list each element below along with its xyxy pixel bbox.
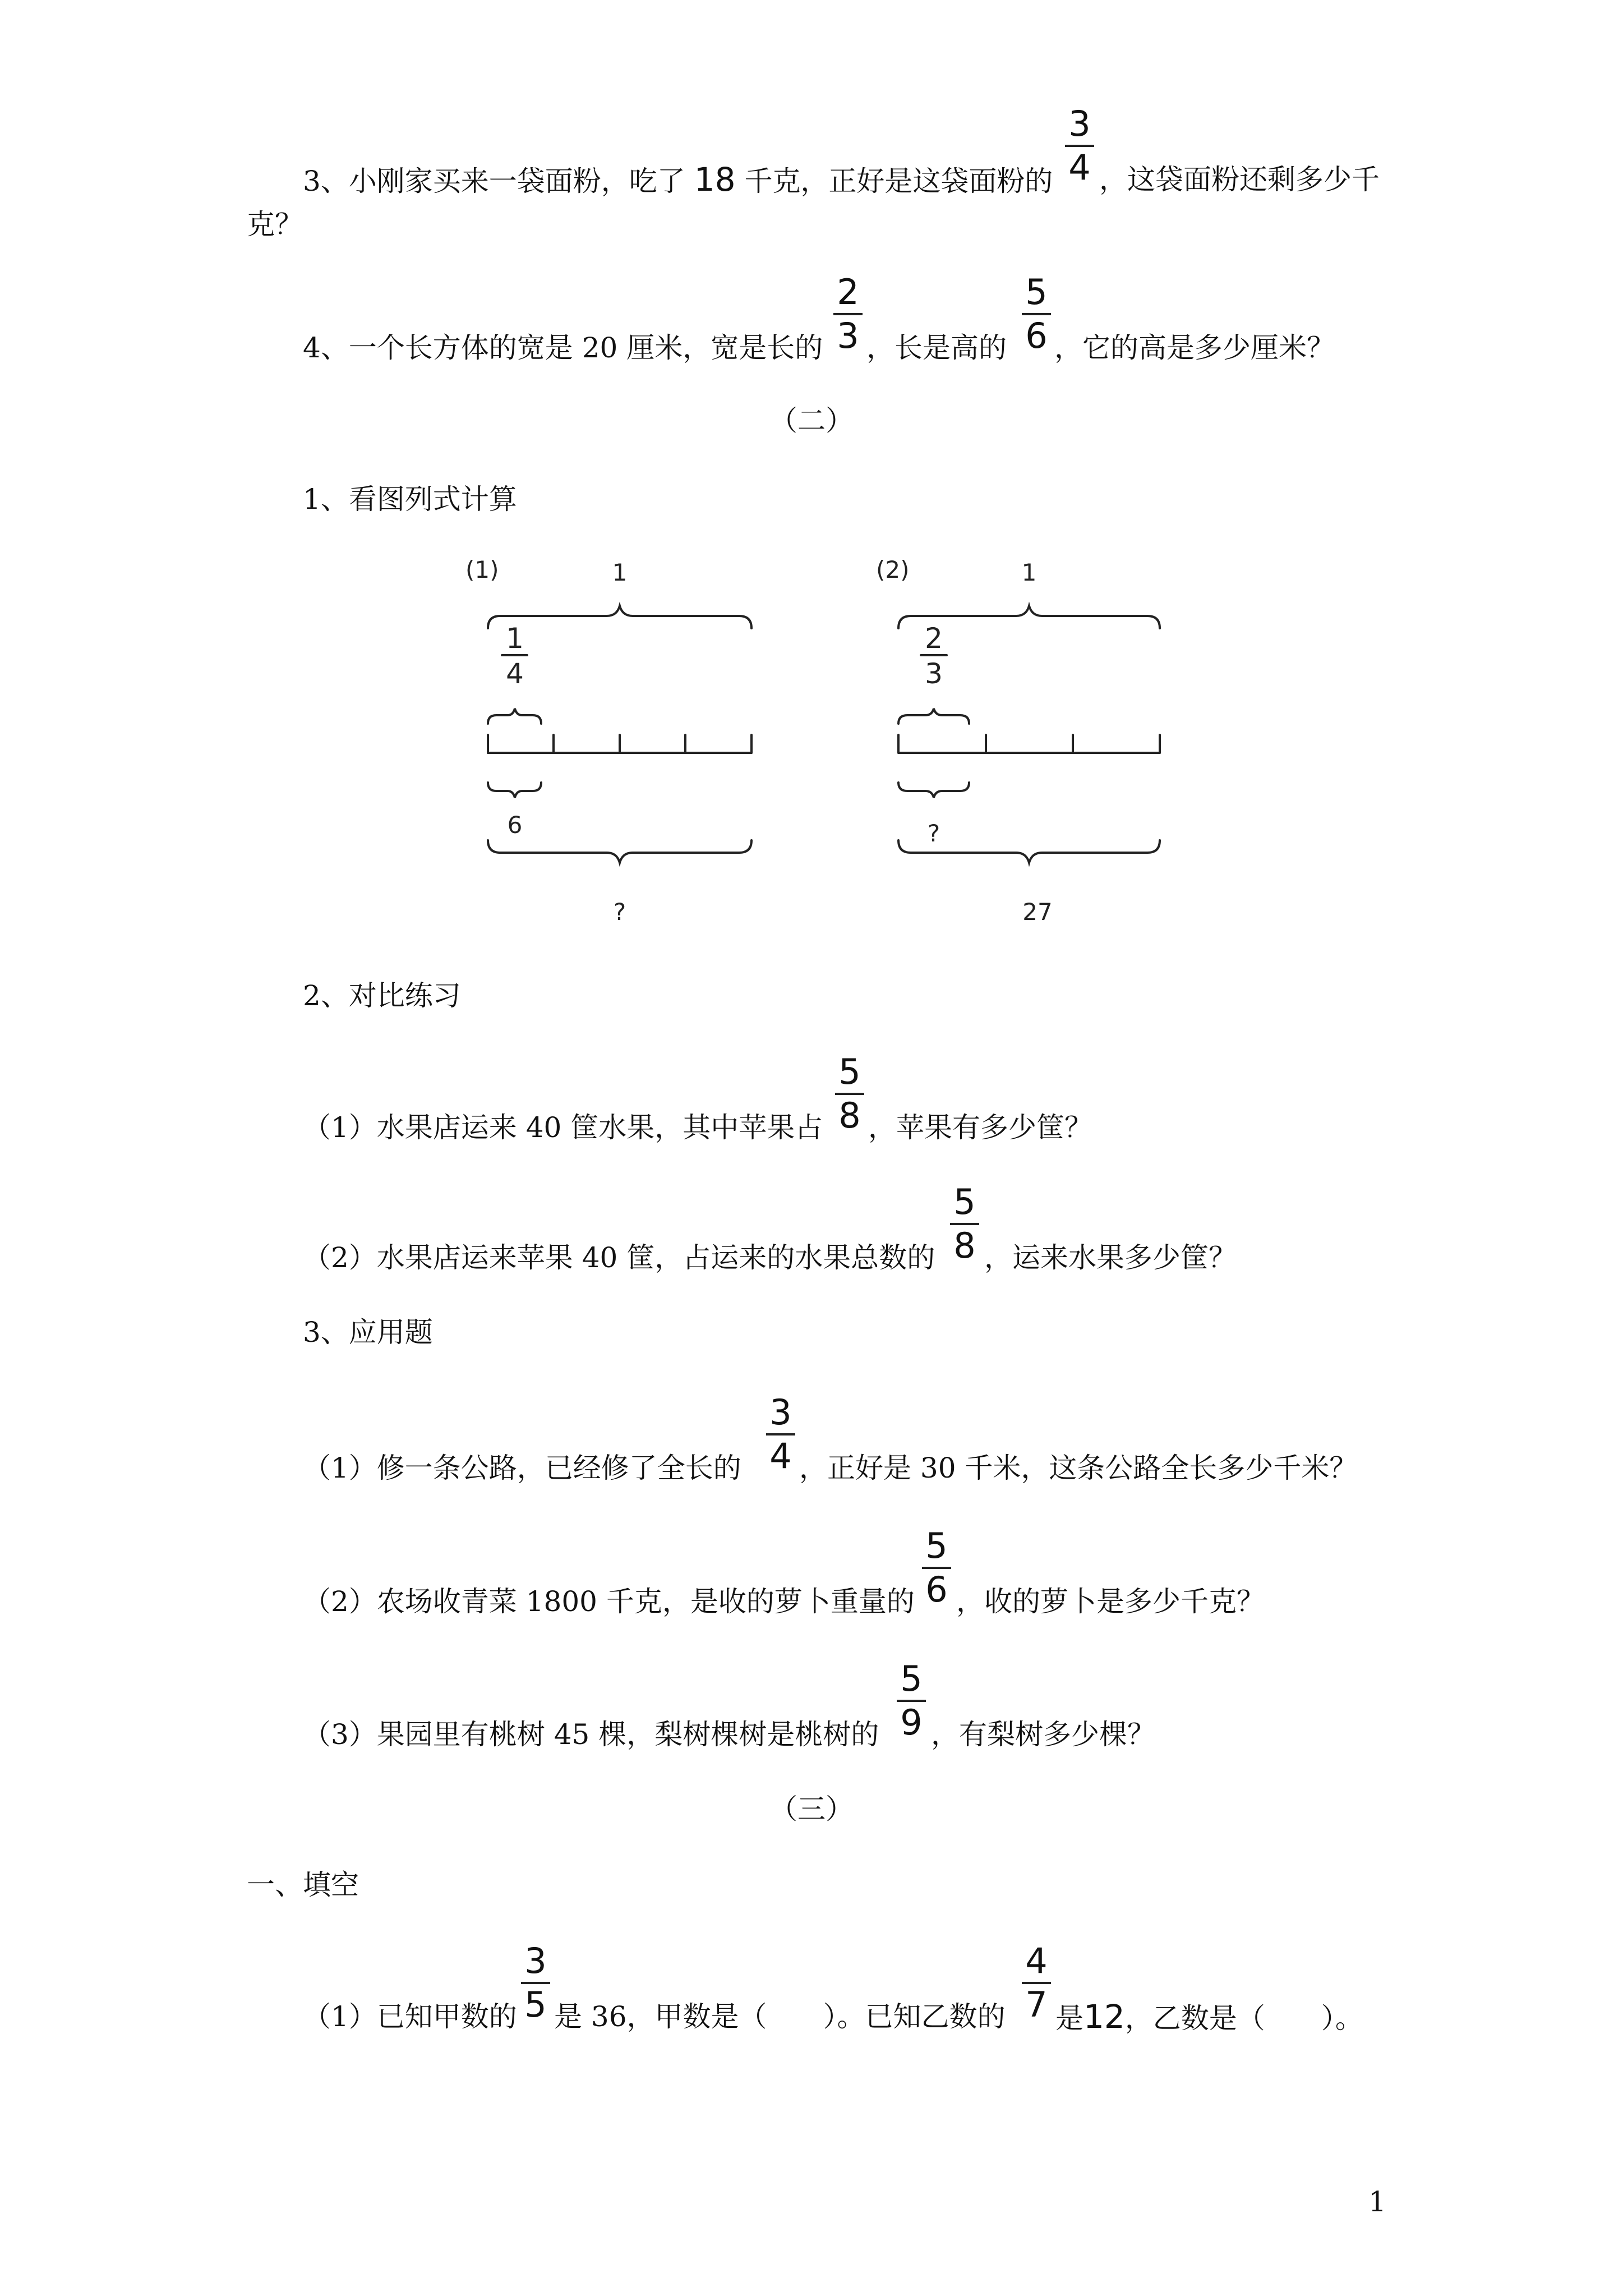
app3-text-a: （3）果园里有桃树 45 棵，梨树棵树是桃树的 [303,1718,879,1751]
diagram1-part-label: 6 [507,811,523,839]
q4-text-c: ，它的高是多少厘米？ [1054,332,1335,364]
diagram1-whole-brace [488,840,751,863]
cmp2-text-b: ，运来水果多少筐？ [984,1241,1237,1274]
s2-question-1: 1、看图列式计算 [303,483,517,516]
diagram1-top-brace [488,606,751,628]
q3-text-d: 克？ [247,208,303,241]
q3-fraction [1063,103,1096,188]
fill1-text-b: 是 36，甲数是（ ）。已知乙数的 [554,2000,1006,2033]
diagram1-fraction-brace [488,708,541,724]
q4-text-b: ，长是高的 [866,332,1007,364]
diagram2-part-label: ? [927,820,940,847]
q4-text-a: 4、一个长方体的宽是 20 厘米，宽是长的 [303,332,823,364]
q4-fraction-1 [831,272,865,356]
app1-text-b: ，正好是 30 千米，这条公路全长多少千米？ [799,1452,1358,1484]
fraction-numerator: 5 [1025,272,1048,312]
s2-question-2: 2、对比练习 [303,979,461,1012]
cmp1-fraction [833,1051,866,1136]
fraction-denominator: 4 [769,1435,792,1476]
diagram2-whole-label: 27 [1022,898,1053,926]
fraction-denominator: 8 [953,1225,976,1266]
section-heading-2: （二） [769,404,854,437]
fill1-text-c-line [1055,2000,1363,2035]
app3-fraction [895,1658,928,1743]
diagram2-label: (2) [876,556,910,583]
app2-text-a: （2）农场收青菜 1800 千克，是收的萝卜重量的 [303,1585,915,1618]
q3-text-b: 千克，正好是这袋面粉的 [744,165,1053,197]
diagram1-fraction-numerator: 1 [506,622,524,655]
fraction-numerator: 3 [769,1392,792,1433]
section-heading-3: （三） [769,1793,854,1825]
fraction-denominator: 8 [838,1095,861,1136]
q3-text-c: ，这袋面粉还剩多少千 [1099,163,1380,196]
fill1-fraction-1 [519,1940,552,2025]
fraction-denominator: 9 [900,1702,923,1743]
page-number: 1 [1368,2185,1386,2218]
diagram1-whole-label: ? [613,898,626,926]
app2-fraction [920,1525,953,1610]
app2-text-b: ，收的萝卜是多少千克？ [956,1585,1265,1618]
fraction-numerator: 3 [1068,103,1091,144]
diagram1-top-label: 1 [612,559,628,586]
fraction-numerator: 5 [953,1181,976,1222]
fill1-text-c: 是 [1055,2002,1083,2035]
diagram1-fraction-denominator: 4 [506,657,524,690]
diagram2-part-brace [898,783,969,798]
fraction-numerator: 4 [1025,1940,1048,1981]
fraction-denominator: 6 [1025,315,1048,356]
diagram-group [449,550,1189,942]
fraction-numerator: 5 [925,1525,948,1566]
fraction-denominator: 3 [837,315,859,356]
q4-fraction-2 [1020,272,1053,356]
diagram1-label: (1) [465,556,499,583]
diagram2-fraction-numerator: 2 [925,622,943,655]
cmp1-text-a: （1）水果店运来 40 筐水果，其中苹果占 [303,1111,823,1144]
fraction-denominator: 6 [925,1569,948,1610]
fill1-fraction-2 [1020,1940,1053,2025]
fraction-numerator: 2 [837,272,859,312]
fill1-number: 12 [1083,1998,1125,2036]
fill1-text-d: ，乙数是（ ）。 [1124,2002,1363,2035]
app1-text-a: （1）修一条公路，已经修了全长的 [303,1452,741,1484]
fraction-denominator: 7 [1025,1984,1048,2025]
diagram1-part-brace [488,783,541,798]
diagram2-top-label: 1 [1021,559,1037,586]
fraction-numerator: 5 [838,1051,861,1092]
q3-text-a: 3、小刚家买来一袋面粉，吃了 [303,165,685,197]
cmp1-text-b: ，苹果有多少筐？ [868,1111,1092,1144]
fraction-numerator: 5 [900,1658,923,1699]
fill1-text-a: （1）已知甲数的 [303,2000,517,2033]
app3-text-b: ，有梨树多少棵？ [931,1718,1155,1751]
q3-line1 [303,160,1053,199]
fraction-denominator: 4 [1068,147,1091,188]
s3-title: 一、填空 [247,1869,359,1901]
s2-question-3: 3、应用题 [303,1316,433,1349]
diagram2-fraction-brace [898,708,969,724]
diagram2-fraction-denominator: 3 [925,657,943,690]
q3-number: 18 [694,160,736,199]
cmp2-text-a: （2）水果店运来苹果 40 筐，占运来的水果总数的 [303,1241,935,1274]
fraction-numerator: 3 [524,1940,547,1981]
app1-fraction [764,1392,797,1476]
fraction-denominator: 5 [524,1984,547,2025]
cmp2-fraction [948,1181,981,1266]
